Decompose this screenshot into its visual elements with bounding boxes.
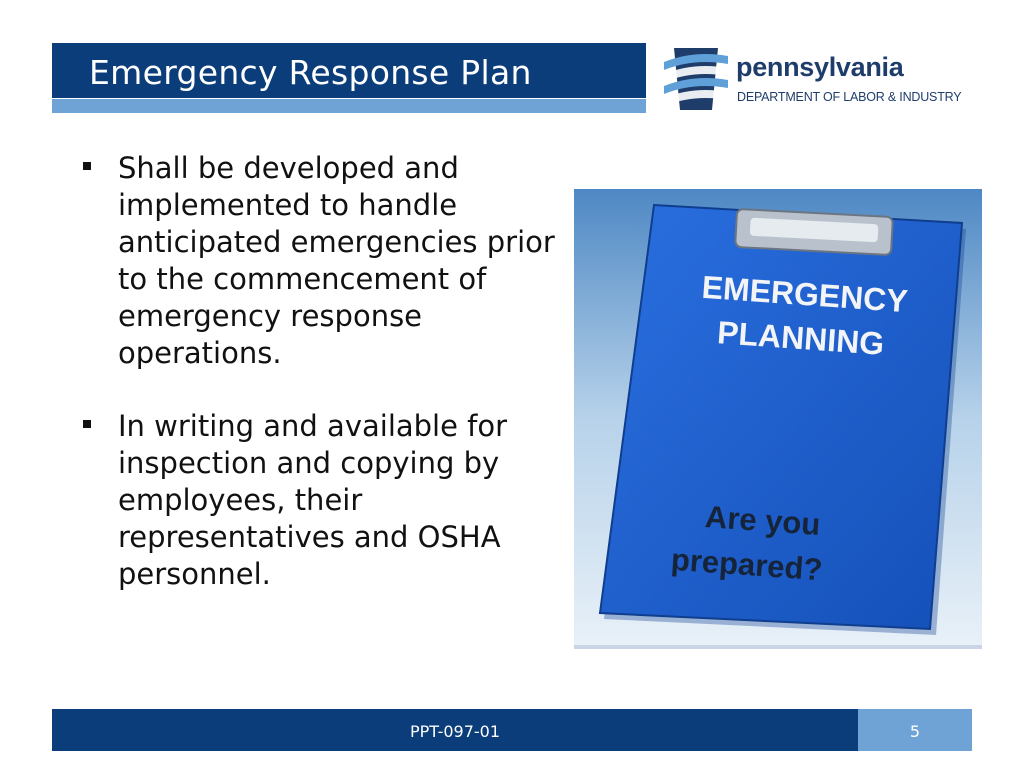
square-bullet-icon — [83, 162, 91, 170]
footer-code: PPT-097-01 — [409, 722, 501, 741]
logo-name: pennsylvania — [736, 52, 904, 82]
bullet-item — [80, 150, 560, 372]
title-bar — [52, 43, 646, 98]
clipboard-line-2: PLANNING — [716, 314, 886, 362]
bullet-list — [80, 150, 560, 593]
keystone-logo-icon — [664, 42, 728, 116]
clipboard-image — [574, 189, 982, 649]
pennsylvania-logo — [664, 42, 994, 116]
page-number-box — [858, 709, 972, 751]
slide-title: Emergency Response Plan — [89, 53, 532, 92]
bullet-text: In writing and available for inspection and copying by employees, their representatives and OSHA personnel. — [118, 409, 508, 591]
title-underline — [52, 99, 646, 113]
clipboard-line-1: EMERGENCY — [700, 268, 909, 320]
logo-department: DEPARTMENT OF LABOR & INDUSTRY — [737, 90, 962, 104]
clipboard-line-3: Are you — [703, 499, 822, 543]
footer-bar — [52, 709, 858, 751]
bullet-text: Shall be developed and implemented to handle anticipated emergencies prior to the commencement of emergency response operations. — [118, 151, 555, 370]
bullet-item — [80, 408, 560, 593]
clipboard-line-4: prepared? — [669, 541, 824, 588]
page-number: 5 — [909, 722, 921, 741]
square-bullet-icon — [83, 420, 91, 428]
